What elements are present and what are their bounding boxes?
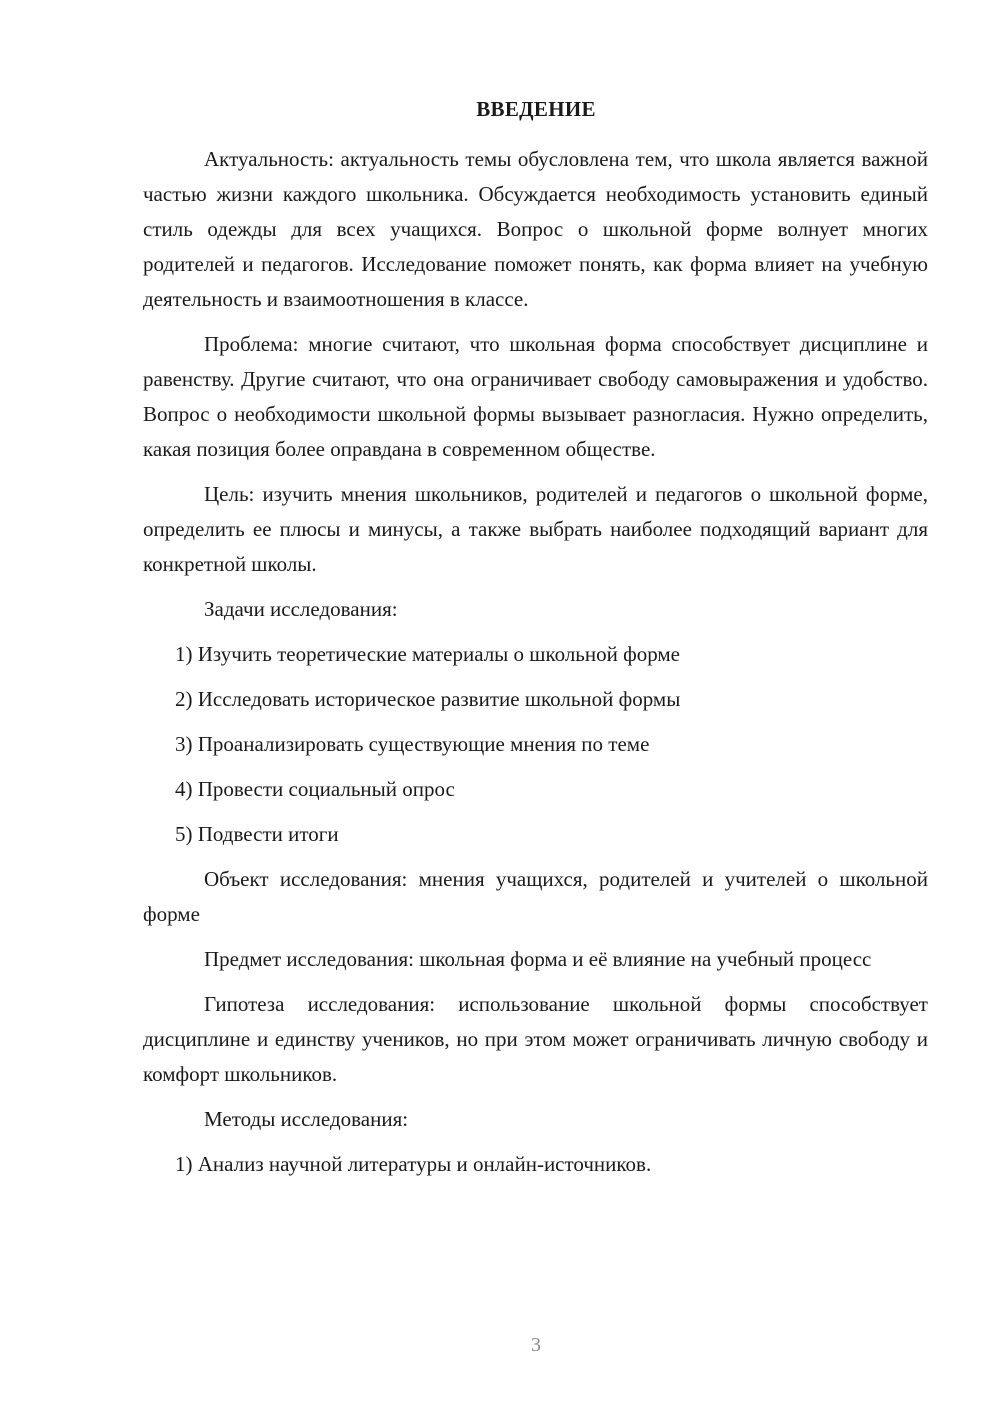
method-item: 1) Анализ научной литературы и онлайн-источников. bbox=[175, 1152, 652, 1176]
object-paragraph: Объект исследования: мнения учащихся, родителей и учителей о школьной форме bbox=[143, 867, 928, 926]
relevance-paragraph: Актуальность: актуальность темы обусловлена тем, что школа является важной частью жизни каждого школьника. Обсуждается необходимость установить единый стиль одежды для всех учащихся. Вопрос о школьной форме волнует многих родителей и педагогов. Исследование поможет понять, как форма влияет на учебную деятельность и взаимоотношения в классе. bbox=[143, 147, 928, 311]
page-title: ВВЕДЕНИЕ bbox=[476, 97, 596, 121]
problem-paragraph: Проблема: многие считают, что школьная форма способствует дисциплине и равенству. Другие считают, что она ограничивает свободу самовыражения и удобство. Вопрос о необходимости школьной формы вызывает разногласия. Нужно определить, какая позиция более оправдана в современном обществе. bbox=[143, 332, 928, 461]
goal-paragraph: Цель: изучить мнения школьников, родителей и педагогов о школьной форме, определить ее плюсы и минусы, а также выбрать наиболее подходящий вариант для конкретной школы. bbox=[143, 482, 928, 576]
hypothesis-paragraph: Гипотеза исследования: использование школьной формы способствует дисциплине и единству учеников, но при этом может ограничивать личную свободу и комфорт школьников. bbox=[143, 992, 928, 1086]
task-item: 2) Исследовать историческое развитие школьной формы bbox=[175, 687, 681, 711]
document-body bbox=[143, 142, 928, 1192]
subject-paragraph: Предмет исследования: школьная форма и её влияние на учебный процесс bbox=[204, 947, 872, 971]
tasks-heading: Задачи исследования: bbox=[204, 597, 398, 621]
task-item: 4) Провести социальный опрос bbox=[175, 777, 455, 801]
page-number: 3 bbox=[531, 1334, 541, 1356]
task-item: 5) Подвести итоги bbox=[175, 822, 339, 846]
methods-heading: Методы исследования: bbox=[204, 1107, 409, 1131]
task-item: 1) Изучить теоретические материалы о школьной форме bbox=[175, 642, 681, 666]
task-item: 3) Проанализировать существующие мнения по теме bbox=[175, 732, 650, 756]
